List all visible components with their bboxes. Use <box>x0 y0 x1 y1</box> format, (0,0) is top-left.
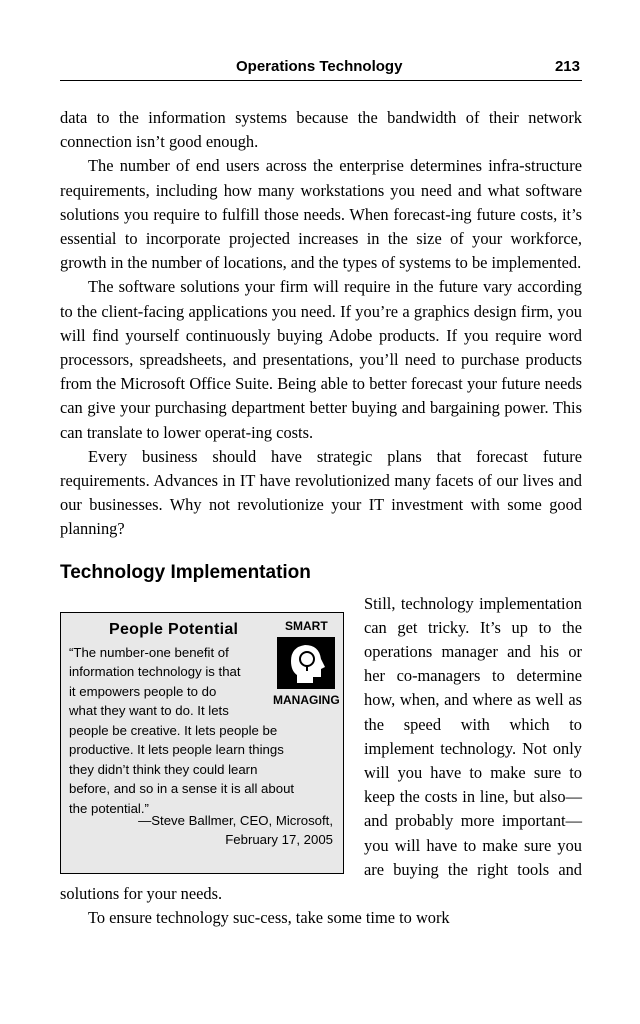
quote-line: what they want to do. It lets <box>69 703 229 719</box>
paragraph: To ensure technology suc-cess, take some time to work <box>88 908 450 928</box>
paragraph: The number of end users across the enterprise determines infra-structure requirements, including how many workstations you need and what software solutions you require to fulfill those needs. When forecast-ing future costs, it’s essential to incorporate projected increases in the size of your workforce, growth in the number of locations, and the types of systems to be implemented. <box>60 156 582 273</box>
paragraph: Every business should have strategic plans that forecast future requirements. Advances in IT have revolutionized many facets of our lives and our businesses. Why not revolutionize your IT investment with some good planning? <box>60 446 582 539</box>
quote-line: it empowers people to do <box>69 683 217 699</box>
quote-line: people be creative. It lets people be <box>69 722 278 738</box>
quote-line: information technology is that <box>69 664 241 680</box>
managing-label: MANAGING <box>273 692 340 707</box>
quote-line: the potential.” <box>69 800 149 816</box>
section-heading: Technology Implementation <box>60 561 311 583</box>
paragraph: The software solutions your firm will require in the future vary according to the client-facing applications you need. If you’re a graphics design firm, you will find yourself continuously buying Adobe products. If you require word processors, spreadsheets, and presentations, you’ll need to purchase products from the Microsoft Office Suite. Being able to better forecast your future needs can give your purchasing department better buying and bargaining power. This can translate to lower operat-ing costs. <box>60 277 582 442</box>
sidebar-quote <box>69 643 339 819</box>
quote-line: “The number-one benefit of <box>69 644 229 660</box>
paragraph <box>60 592 582 907</box>
sidebar-box <box>60 612 344 874</box>
quote-line: before, and so in a sense it is all about <box>69 781 295 797</box>
header-title: Operations Technology <box>236 58 403 75</box>
paragraph: data to the information systems because the bandwidth of their network connection isn’t good enough. <box>60 108 582 152</box>
section-text: Still, technology implementation can get tricky. It’s up to the operations manager and his or her co-managers to determine how, when, and where as well as the speed with which to implement technology. Not only will you have to make sure to keep the costs in line, but also—and probably more important—you will have to make sure you are buying the right tools and solutions for your needs. <box>60 593 582 904</box>
quote-line: productive. It lets people learn things <box>69 742 284 758</box>
smart-label: SMART <box>285 618 328 633</box>
running-header <box>60 56 582 81</box>
quote-line: they didn’t think they could learn <box>69 761 258 777</box>
body-text <box>60 106 582 931</box>
sidebar-title: People Potential <box>109 620 239 638</box>
quote-attribution: —Steve Ballmer, CEO, Microsoft, February 17, 2005 <box>138 812 333 848</box>
page-number: 213 <box>554 58 580 75</box>
